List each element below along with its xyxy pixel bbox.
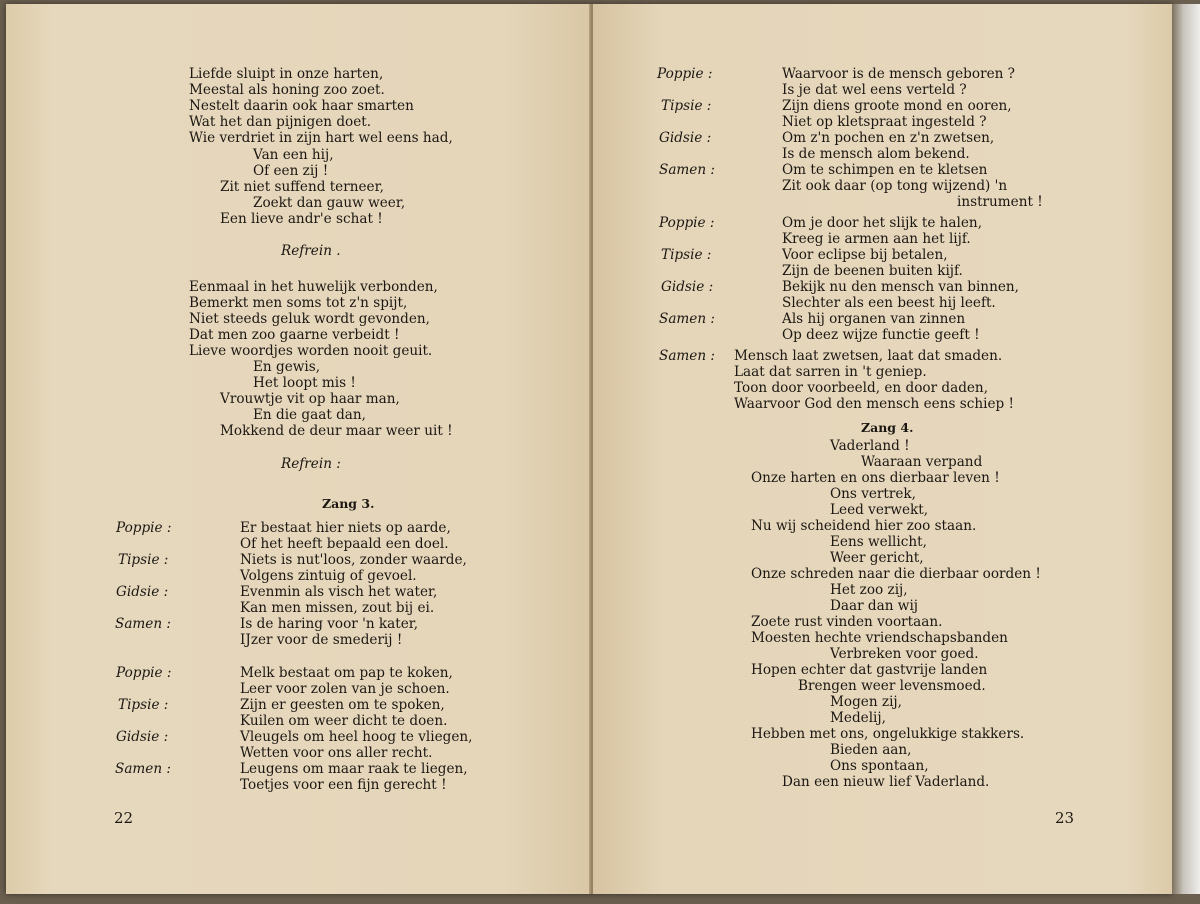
text-line: Waarvoor God den mensch eens schiep ! (734, 396, 1014, 412)
right-page (593, 4, 1172, 894)
text-line: Of het heeft bepaald een doel. (240, 536, 449, 552)
text-line: Voor eclipse bij betalen, (782, 247, 948, 263)
speaker-label: Gidsie : (659, 130, 712, 146)
text-line: Waarvoor is de mensch geboren ? (782, 66, 1015, 82)
speaker-label: Samen : (659, 311, 716, 327)
speaker-label: Poppie : (657, 66, 713, 82)
text-line: Kuilen om weer dicht te doen. (240, 713, 448, 729)
text-line: Eenmaal in het huwelijk verbonden, (189, 279, 438, 295)
text-line: Vleugels om heel hoog te vliegen, (240, 729, 473, 745)
speaker-label: Poppie : (116, 665, 172, 681)
text-line: Evenmin als visch het water, (240, 584, 438, 600)
text-line: Van een hij, (253, 147, 334, 163)
scanner-edge (1172, 4, 1200, 894)
speaker-label: Gidsie : (116, 584, 169, 600)
text-line: Hopen echter dat gastvrije landen (751, 662, 988, 678)
text-line: Dan een nieuw lief Vaderland. (782, 774, 990, 790)
text-line: Ons vertrek, (830, 486, 916, 502)
text-line: Hebben met ons, ongelukkige stakkers. (751, 726, 1025, 742)
text-line: Een lieve andr'e schat ! (220, 211, 383, 227)
text-line: Het zoo zij, (830, 582, 908, 598)
text-line: Daar dan wij (830, 598, 919, 614)
refrain-label: Refrein . (281, 243, 341, 259)
text-line: Toon door voorbeeld, en door daden, (734, 380, 989, 396)
text-line: Wie verdriet in zijn hart wel eens had, (189, 130, 453, 146)
text-line: Leer voor zolen van je schoen. (240, 681, 450, 697)
text-line: Liefde sluipt in onze harten, (189, 66, 384, 82)
text-line: Zit ook daar (op tong wijzend) 'n (782, 178, 1008, 194)
text-line: Dat men zoo gaarne verbeidt ! (189, 327, 400, 343)
text-line: Onze schreden naar die dierbaar oorden ! (751, 566, 1041, 582)
text-line: Of een zij ! (253, 163, 329, 179)
text-line: Zijn er geesten om te spoken, (240, 697, 445, 713)
song-heading: Zang 3. (322, 496, 375, 511)
text-line: IJzer voor de smederij ! (240, 632, 403, 648)
text-line: Zijn diens groote mond en ooren, (782, 98, 1012, 114)
text-line: Is de mensch alom bekend. (782, 146, 970, 162)
text-line: Zoekt dan gauw weer, (253, 195, 406, 211)
text-line: Bieden aan, (830, 742, 912, 758)
speaker-label: Poppie : (116, 520, 172, 536)
text-line: Als hij organen van zinnen (782, 311, 966, 327)
book-spread (6, 4, 1172, 894)
text-line: Zijn de beenen buiten kijf. (782, 263, 963, 279)
text-line: Er bestaat hier niets op aarde, (240, 520, 451, 536)
speaker-label: Tipsie : (118, 552, 169, 568)
text-line: Om z'n pochen en z'n zwetsen, (782, 130, 995, 146)
speaker-label: Samen : (115, 761, 172, 777)
page-number: 22 (114, 809, 134, 827)
text-line: Mokkend de deur maar weer uit ! (220, 423, 453, 439)
text-line: Onze harten en ons dierbaar leven ! (751, 470, 1000, 486)
text-line: En gewis, (253, 359, 321, 375)
text-line: Verbreken voor goed. (830, 646, 979, 662)
speaker-label: Gidsie : (116, 729, 169, 745)
text-line: Zit niet suffend terneer, (220, 179, 384, 195)
speaker-label: Samen : (115, 616, 172, 632)
text-line: Waaraan verpand (861, 454, 983, 470)
text-line: Kan men missen, zout bij ei. (240, 600, 435, 616)
text-line: Is de haring voor 'n kater, (240, 616, 419, 632)
text-line: Lieve woordjes worden nooit geuit. (189, 343, 433, 359)
text-line: Volgens zintuig of gevoel. (240, 568, 417, 584)
text-line: Bemerkt men soms tot z'n spijt, (189, 295, 408, 311)
text-line: Bekijk nu den mensch van binnen, (782, 279, 1019, 295)
text-line: instrument ! (957, 194, 1043, 210)
speaker-label: Poppie : (659, 215, 715, 231)
text-line: Kreeg ie armen aan het lijf. (782, 231, 971, 247)
song-heading: Zang 4. (861, 420, 914, 435)
speaker-label: Gidsie : (661, 279, 714, 295)
text-line: Weer gericht, (830, 550, 924, 566)
refrain-label: Refrein : (281, 456, 341, 472)
speaker-label: Samen : (659, 348, 716, 364)
text-line: Nestelt daarin ook haar smarten (189, 98, 414, 114)
text-line: Moesten hechte vriendschapsbanden (751, 630, 1008, 646)
text-line: Vaderland ! (830, 438, 910, 454)
left-page (6, 4, 591, 894)
text-line: Slechter als een beest hij leeft. (782, 295, 996, 311)
page-number: 23 (1055, 809, 1075, 827)
text-line: Op deez wijze functie geeft ! (782, 327, 980, 343)
text-line: Om te schimpen en te kletsen (782, 162, 988, 178)
text-line: Wetten voor ons aller recht. (240, 745, 433, 761)
text-line: Is je dat wel eens verteld ? (782, 82, 967, 98)
speaker-label: Tipsie : (118, 697, 169, 713)
text-line: Zoete rust vinden voortaan. (751, 614, 943, 630)
text-line: Eens wellicht, (830, 534, 927, 550)
text-line: Om je door het slijk te halen, (782, 215, 983, 231)
text-line: Mensch laat zwetsen, laat dat smaden. (734, 348, 1003, 364)
text-line: Laat dat sarren in 't geniep. (734, 364, 927, 380)
text-line: Mogen zij, (830, 694, 902, 710)
text-line: Niet steeds geluk wordt gevonden, (189, 311, 430, 327)
speaker-label: Tipsie : (661, 98, 712, 114)
text-line: Niet op kletspraat ingesteld ? (782, 114, 987, 130)
speaker-label: Tipsie : (661, 247, 712, 263)
text-line: Medelij, (830, 710, 886, 726)
text-line: Wat het dan pijnigen doet. (189, 114, 372, 130)
text-line: Melk bestaat om pap te koken, (240, 665, 453, 681)
text-line: Vrouwtje vit op haar man, (220, 391, 400, 407)
speaker-label: Samen : (659, 162, 716, 178)
text-line: Leed verwekt, (830, 502, 929, 518)
text-line: Leugens om maar raak te liegen, (240, 761, 468, 777)
text-line: Niets is nut'loos, zonder waarde, (240, 552, 467, 568)
text-line: Meestal als honing zoo zoet. (189, 82, 385, 98)
text-line: Ons spontaan, (830, 758, 929, 774)
text-line: Brengen weer levensmoed. (798, 678, 986, 694)
text-line: En die gaat dan, (253, 407, 366, 423)
text-line: Nu wij scheidend hier zoo staan. (751, 518, 977, 534)
text-line: Het loopt mis ! (253, 375, 356, 391)
text-line: Toetjes voor een fijn gerecht ! (240, 777, 447, 793)
